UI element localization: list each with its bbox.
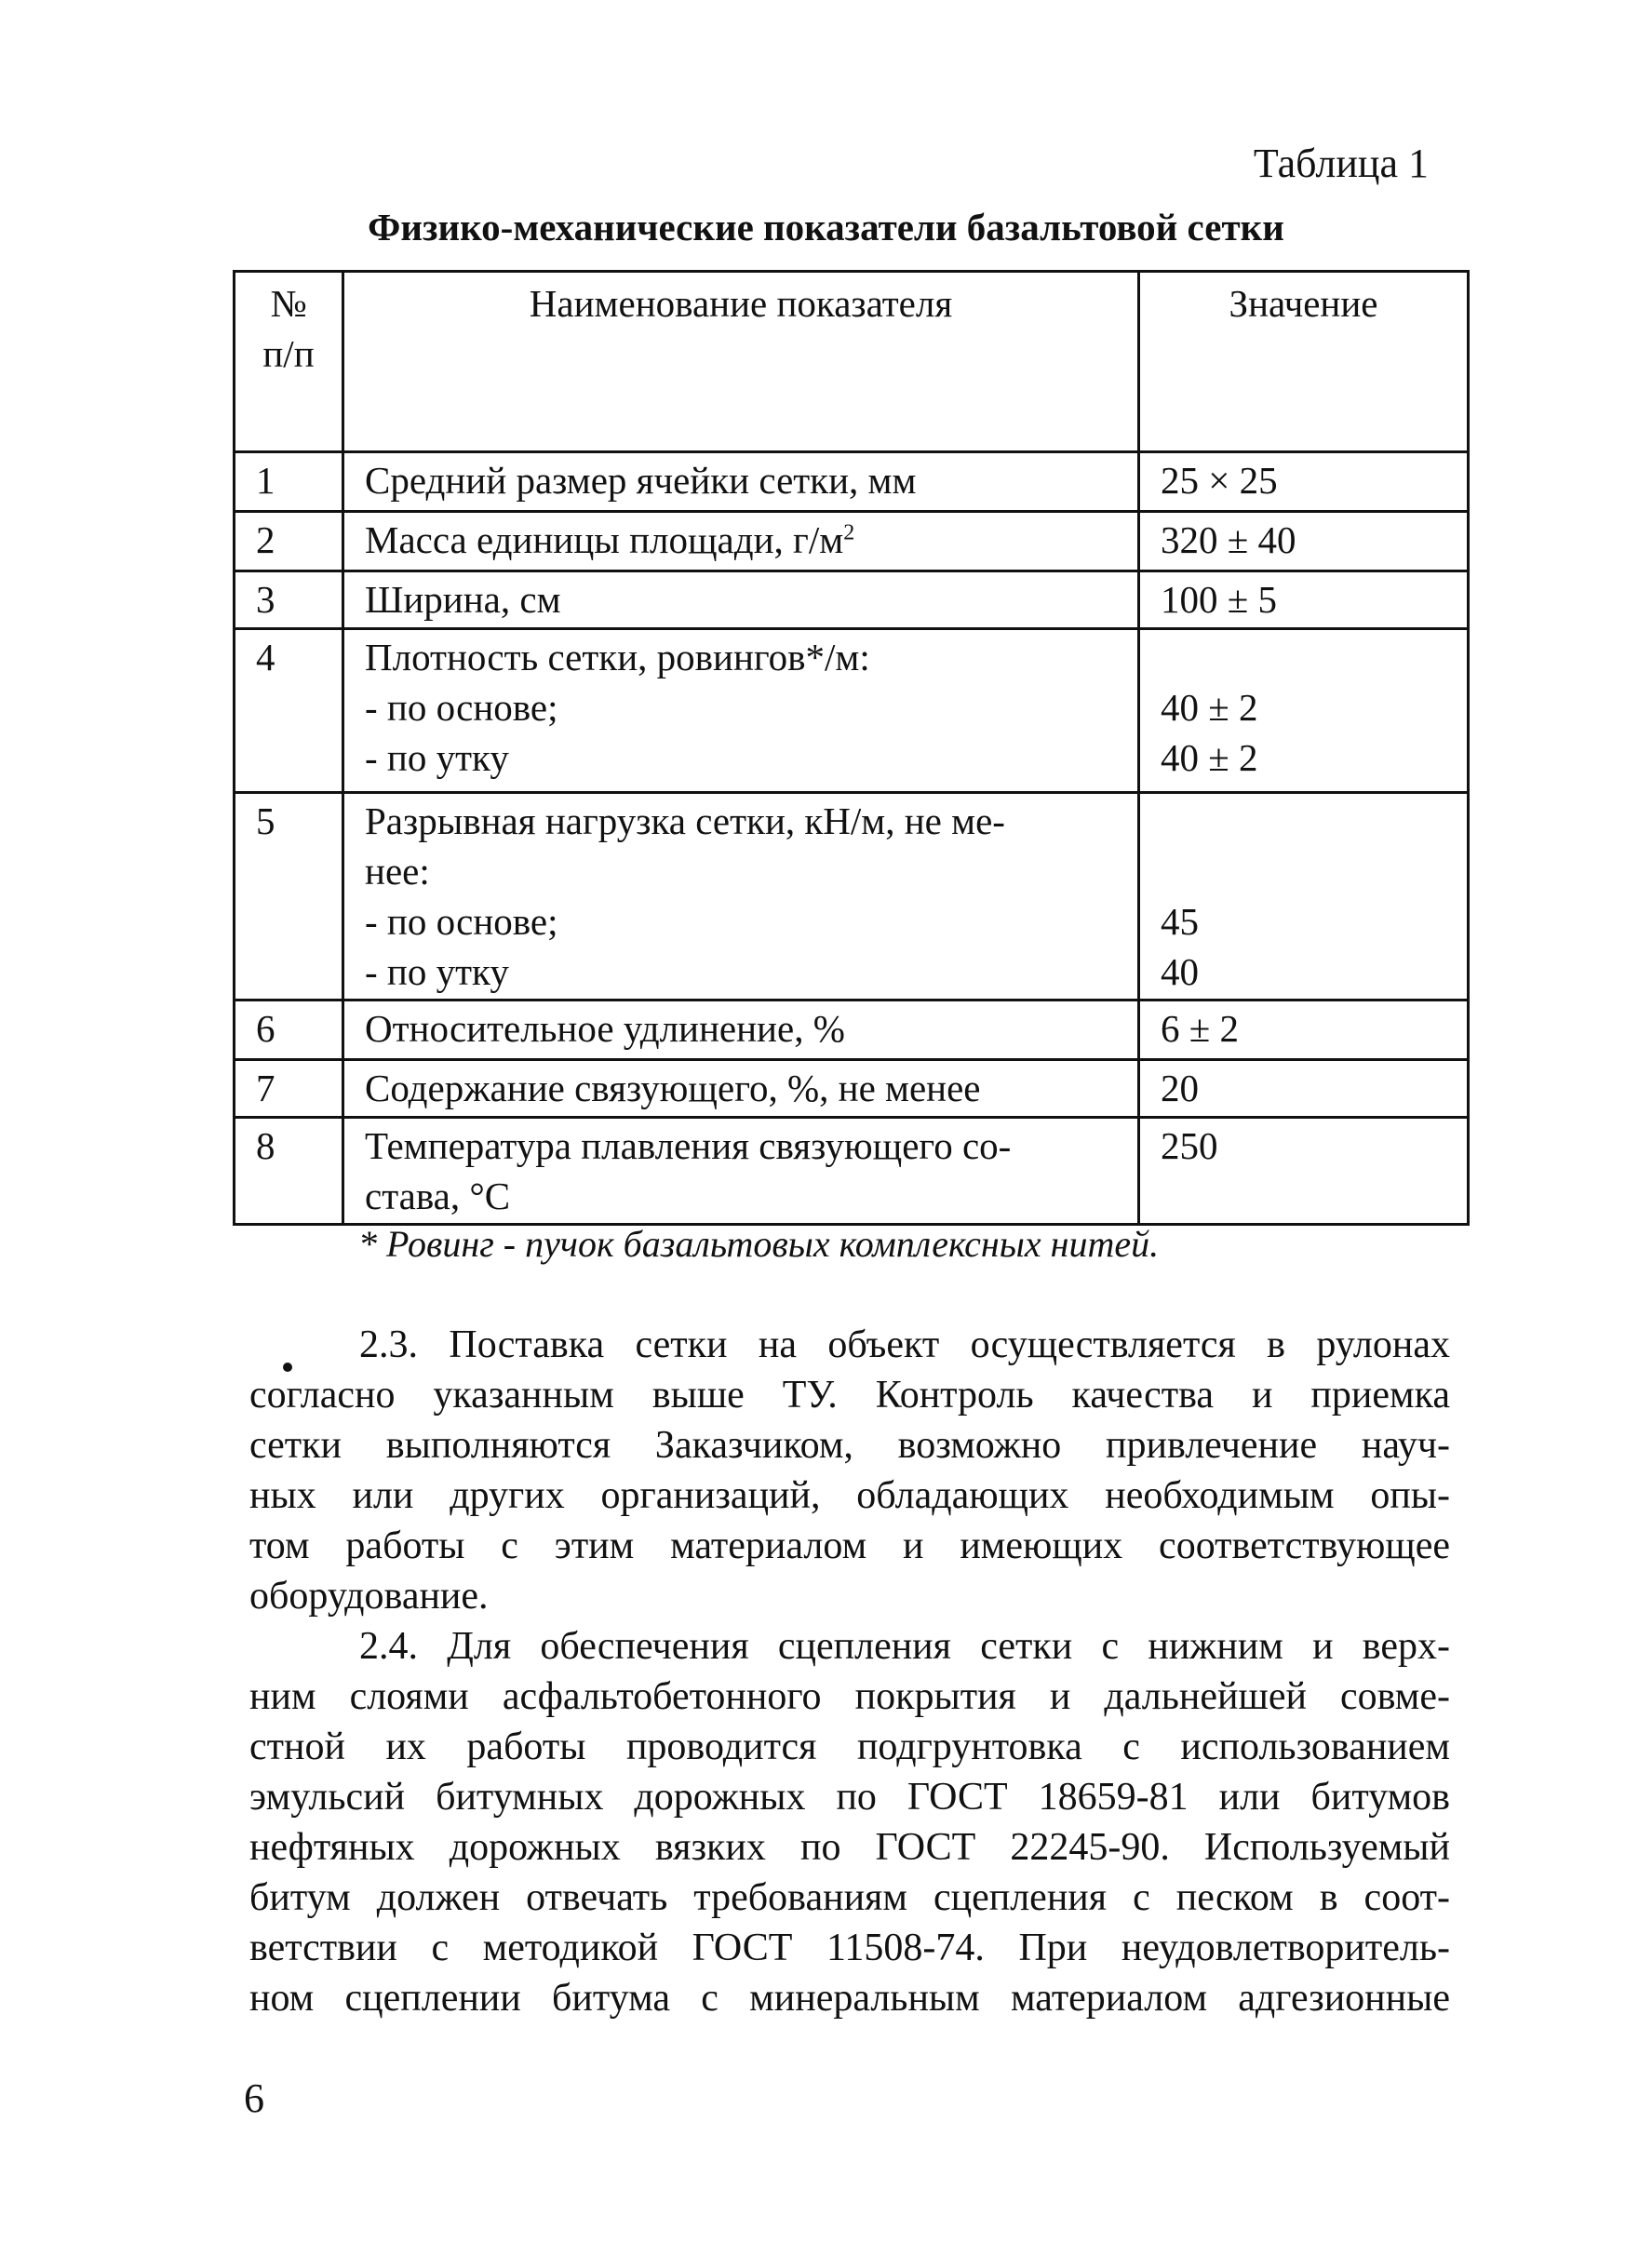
- spec-table: [233, 270, 1470, 1226]
- table-row: [235, 571, 1469, 629]
- table-header-row: [235, 272, 1469, 452]
- row-value: 320 ± 40: [1139, 512, 1469, 571]
- row-number: 4: [235, 629, 343, 793]
- paragraph-line: ветствии с методикой ГОСТ 11508-74. При неудовлетворитель-: [249, 1927, 1450, 1969]
- paragraph-line: ном сцеплении битума с минеральным материалом адгезионные: [249, 1977, 1450, 2020]
- paragraph-line: оборудование.: [249, 1575, 489, 1618]
- row-name: Содержание связующего, %, не менее: [343, 1060, 1139, 1118]
- superscript: 2: [843, 520, 855, 545]
- row-value: 100 ± 5: [1139, 571, 1469, 629]
- row-value: 45 40: [1139, 793, 1469, 1000]
- paragraph-line: согласно указанным выше ТУ. Контроль качества и приемка: [249, 1374, 1450, 1417]
- table-row: [235, 1000, 1469, 1060]
- row-subitem: - по утку: [365, 950, 509, 993]
- row-subitem: - по основе;: [365, 900, 558, 943]
- header-value: Значение: [1139, 272, 1469, 452]
- row-name: Относительное удлинение, %: [343, 1000, 1139, 1060]
- paragraph-line: стной их работы проводится подгрунтовка с использованием: [249, 1726, 1450, 1768]
- row-number: 5: [235, 793, 343, 1000]
- table-row: [235, 629, 1469, 793]
- paragraph-line: эмульсий битумных дорожных по ГОСТ 18659-81 или битумов: [249, 1776, 1450, 1819]
- table-row: [235, 452, 1469, 512]
- table-row: [235, 1060, 1469, 1118]
- page-number: 6: [244, 2075, 264, 2121]
- row-name: Ширина, см: [343, 571, 1139, 629]
- header-number: № п/п: [235, 272, 343, 452]
- paragraph-2-3: [249, 1320, 1450, 1621]
- table-row: [235, 512, 1469, 571]
- table-caption: Таблица 1: [1253, 141, 1429, 186]
- header-name: Наименование показателя: [343, 272, 1139, 452]
- row-subitem: - по основе;: [365, 686, 558, 729]
- paragraph-line: том работы с этим материалом и имеющих соответствующее: [249, 1524, 1450, 1567]
- paragraph-line: 2.3. Поставка сетки на объект осуществляется в рулонах: [359, 1323, 1450, 1366]
- row-number: 6: [235, 1000, 343, 1060]
- row-name: Плотность сетки, ровингов*/м: - по основе; - по утку: [343, 629, 1139, 793]
- row-value: 20: [1139, 1060, 1469, 1118]
- row-value: 40 ± 2 40 ± 2: [1139, 629, 1469, 793]
- paragraph-2-4: [249, 1621, 1450, 2023]
- row-number: 8: [235, 1118, 343, 1225]
- row-value: 25 × 25: [1139, 452, 1469, 512]
- row-name: Средний размер ячейки сетки, мм: [343, 452, 1139, 512]
- paragraph-line: ных или других организаций, обладающих необходимым опы-: [249, 1474, 1450, 1517]
- row-number: 1: [235, 452, 343, 512]
- table-row: [235, 1118, 1469, 1225]
- row-name: Масса единицы площади, $г/м^2$: [343, 512, 1139, 571]
- row-name: Разрывная нагрузка сетки, кН/м, не ме- нее: - по основе; - по утку: [343, 793, 1139, 1000]
- row-name: Температура плавления связующего со- става, °С: [343, 1118, 1139, 1225]
- table-row: [235, 793, 1469, 1000]
- table-footnote: * Ровинг - пучок базальтовых комплексных нитей.: [358, 1223, 1160, 1265]
- table-title: Физико-механические показатели базальтовой сетки: [368, 206, 1284, 248]
- row-number: 7: [235, 1060, 343, 1118]
- paragraph-line: битум должен отвечать требованиям сцепления с песком в соот-: [249, 1876, 1450, 1919]
- paragraph-line: сетки выполняются Заказчиком, возможно привлечение науч-: [249, 1424, 1450, 1467]
- paragraph-line: 2.4. Для обеспечения сцепления сетки с нижним и верх-: [359, 1625, 1450, 1668]
- row-value: 250: [1139, 1118, 1469, 1225]
- row-number: 2: [235, 512, 343, 571]
- paragraph-line: нефтяных дорожных вязких по ГОСТ 22245-90. Используемый: [249, 1826, 1450, 1869]
- paragraph-line: ним слоями асфальтобетонного покрытия и дальнейшей совме-: [249, 1675, 1450, 1718]
- row-number: 3: [235, 571, 343, 629]
- row-value: 6 ± 2: [1139, 1000, 1469, 1060]
- row-subitem: - по утку: [365, 736, 509, 779]
